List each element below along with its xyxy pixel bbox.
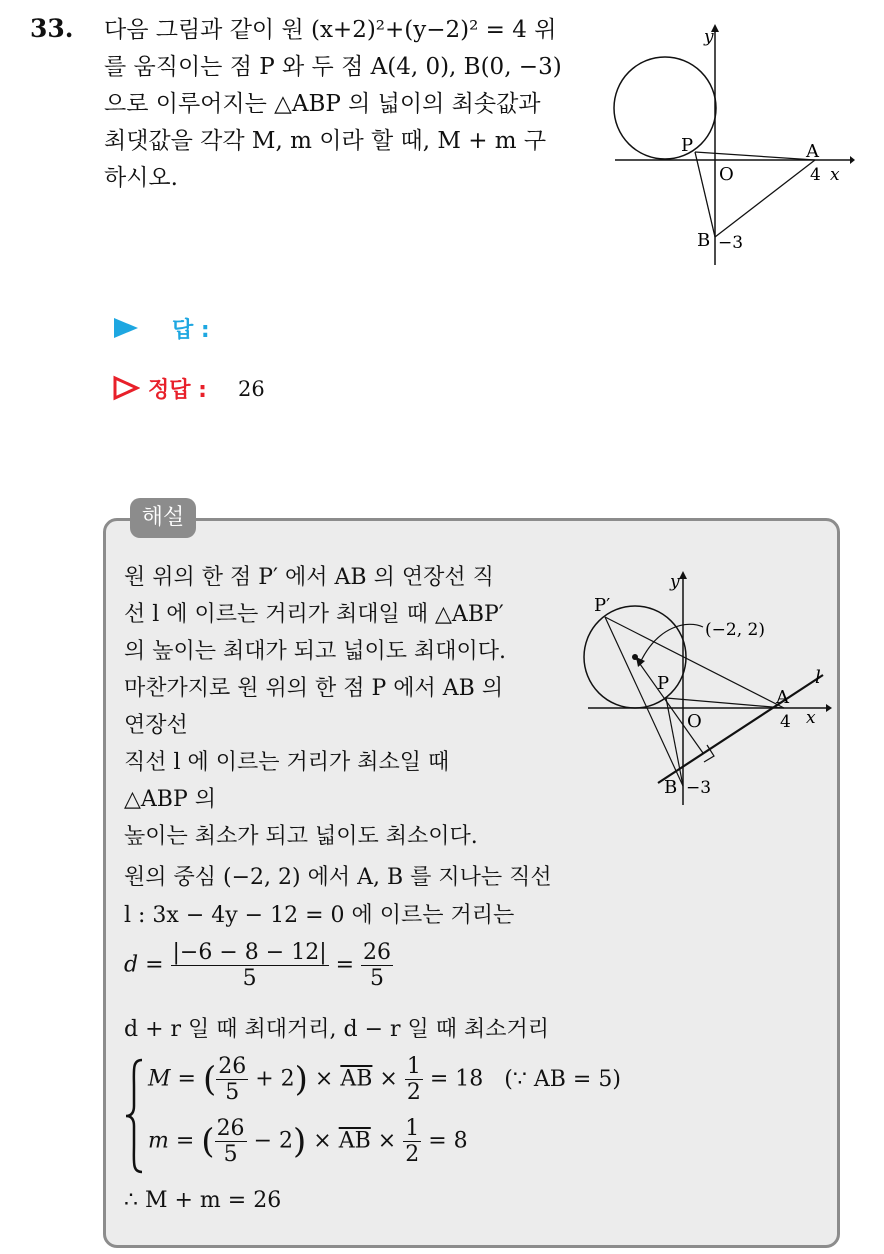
solution-line-9: 원의 중심 (−2, 2) 에서 A, B 를 지나는 직선 bbox=[124, 865, 552, 890]
question-line-5: 하시오. bbox=[104, 165, 178, 191]
solution-line-4: 마찬가지로 원 위의 한 점 P 에서 AB 의 bbox=[124, 676, 504, 701]
d-equals: = bbox=[335, 952, 355, 978]
x-label-2: x bbox=[806, 708, 816, 728]
center-callout-arc bbox=[640, 624, 703, 663]
solution-line-10: l : 3x − 4y − 12 = 0 에 이르는 거리는 bbox=[124, 903, 515, 928]
point-b-label: B bbox=[697, 230, 711, 251]
segment-pp-b bbox=[605, 617, 683, 786]
max-plus: + 2 bbox=[255, 1066, 295, 1092]
point-p-label: P bbox=[681, 135, 694, 156]
brace-icon bbox=[124, 1058, 146, 1174]
line-l-label: l bbox=[815, 667, 821, 688]
max-equation: M = ( $\frac{26}{5}$ + $2) \times \overline{AB}$ × $\frac{1}{2}$ = 18 (∵ AB = 5) bbox=[148, 1054, 621, 1105]
max-times-1: × bbox=[314, 1066, 334, 1092]
answer-label: 답 : bbox=[172, 318, 210, 343]
problem-figure bbox=[605, 20, 855, 270]
point-a-label: A bbox=[806, 141, 819, 162]
solution-line-1: 원 위의 한 점 P′ 에서 AB 의 연장선 직 bbox=[124, 565, 494, 590]
max-fraction bbox=[216, 1054, 248, 1105]
solution-line-8: 높이는 최소가 되고 넓이도 최소이다. bbox=[124, 824, 478, 849]
x-axis-arrow-icon-2 bbox=[826, 704, 832, 712]
question-line-2: 를 움직이는 점 P 와 두 점 A(4, 0), B(0, −3) bbox=[104, 54, 562, 80]
min-half-den: 2 bbox=[405, 1142, 420, 1167]
question-line-1: 다음 그림과 같이 원 (x+2)²+(y−2)² = 4 위 bbox=[104, 17, 557, 43]
min-half bbox=[403, 1116, 421, 1167]
d-fraction bbox=[171, 940, 329, 991]
solution-tab: 해설 bbox=[130, 498, 196, 538]
segment-pb bbox=[695, 152, 715, 237]
solution-line-2: 선 l 에 이르는 거리가 최대일 때 △ABP′ bbox=[124, 602, 504, 627]
min-fraction-num: 26 bbox=[216, 1116, 245, 1141]
min-fraction bbox=[215, 1116, 247, 1167]
min-fraction-den: 5 bbox=[223, 1142, 238, 1167]
min-times-2: × bbox=[377, 1128, 397, 1154]
origin-label-2: O bbox=[687, 711, 702, 732]
max-fraction-den: 5 bbox=[225, 1080, 240, 1105]
point-p-label-2: P bbox=[657, 673, 670, 694]
d-numerator: |−6 − 8 − 12| bbox=[172, 940, 327, 965]
min-minus: − 2 bbox=[253, 1128, 293, 1154]
max-half bbox=[405, 1054, 423, 1105]
d-fraction-2 bbox=[361, 940, 393, 991]
solution-figure bbox=[578, 565, 836, 810]
max-fraction-num: 26 bbox=[218, 1054, 247, 1079]
solution-line-7: △ABP 의 bbox=[124, 787, 217, 812]
max-times-2: × bbox=[379, 1066, 398, 1092]
min-result: = 8 bbox=[428, 1128, 468, 1154]
x-label: x bbox=[830, 165, 840, 185]
segment-pa bbox=[695, 152, 815, 160]
origin-label: O bbox=[719, 164, 734, 185]
question-number: 33. bbox=[30, 14, 74, 43]
tick-4-label: 4 bbox=[810, 165, 821, 185]
solution-line-3: 의 높이는 최대가 되고 넓이도 최대이다. bbox=[124, 639, 506, 664]
y-label-2: y bbox=[670, 572, 680, 592]
x-axis-arrow-icon bbox=[850, 156, 855, 164]
dr-line: d + r 일 때 최대거리, d − r 일 때 최소거리 bbox=[124, 1017, 550, 1042]
question-line-3: 으로 이루어지는 △ABP 의 넓이의 최솟값과 bbox=[104, 91, 541, 117]
max-ab: $\overline{AB}$ bbox=[340, 1066, 373, 1092]
min-lhs: m = bbox=[148, 1128, 195, 1154]
correct-marker-icon bbox=[112, 375, 140, 401]
tick-minus3-label: −3 bbox=[718, 233, 744, 253]
max-result: = 18 bbox=[429, 1066, 484, 1092]
question-line-4: 최댓값을 각각 M, m 이라 할 때, M + m 구 bbox=[104, 128, 547, 154]
tick-minus3-label-2: −3 bbox=[686, 778, 712, 798]
point-pprime-label: P′ bbox=[594, 595, 611, 616]
y-label: y bbox=[704, 27, 714, 47]
min-ab: $\overline{AB}$ bbox=[338, 1128, 371, 1154]
max-lhs: M = bbox=[148, 1066, 196, 1092]
conclusion: ∴ M + m = 26 bbox=[124, 1188, 282, 1213]
d-numerator-2: 26 bbox=[363, 940, 392, 965]
circle bbox=[614, 57, 716, 159]
d-denominator: 5 bbox=[242, 966, 257, 991]
d-denominator-2: 5 bbox=[370, 966, 385, 991]
point-a-label-2: A bbox=[776, 687, 789, 708]
correct-answer-label: 정답 : bbox=[148, 378, 207, 403]
answer-marker-icon bbox=[112, 316, 140, 340]
distance-formula bbox=[124, 940, 393, 991]
max-half-den: 2 bbox=[406, 1080, 421, 1105]
d-lhs: d = bbox=[124, 952, 164, 978]
center-label: (−2, 2) bbox=[705, 620, 765, 640]
point-b-label-2: B bbox=[664, 777, 678, 798]
y-axis-arrow-icon-2 bbox=[679, 571, 687, 579]
min-times-1: × bbox=[313, 1128, 332, 1154]
tick-4-label-2: 4 bbox=[780, 712, 791, 732]
max-note: (∵ AB = 5) bbox=[504, 1066, 621, 1092]
solution-line-6: 직선 l 에 이르는 거리가 최소일 때 bbox=[124, 750, 450, 775]
correct-answer-value: 26 bbox=[238, 377, 265, 401]
min-half-num: 1 bbox=[405, 1116, 420, 1141]
max-half-num: 1 bbox=[406, 1054, 421, 1079]
solution-line-5: 연장선 bbox=[124, 713, 188, 738]
min-equation: m = ( $\frac{26}{5}$ − $2) \times \overline{AB}$ × $\frac{1}{2}$ = 8 bbox=[148, 1116, 468, 1167]
